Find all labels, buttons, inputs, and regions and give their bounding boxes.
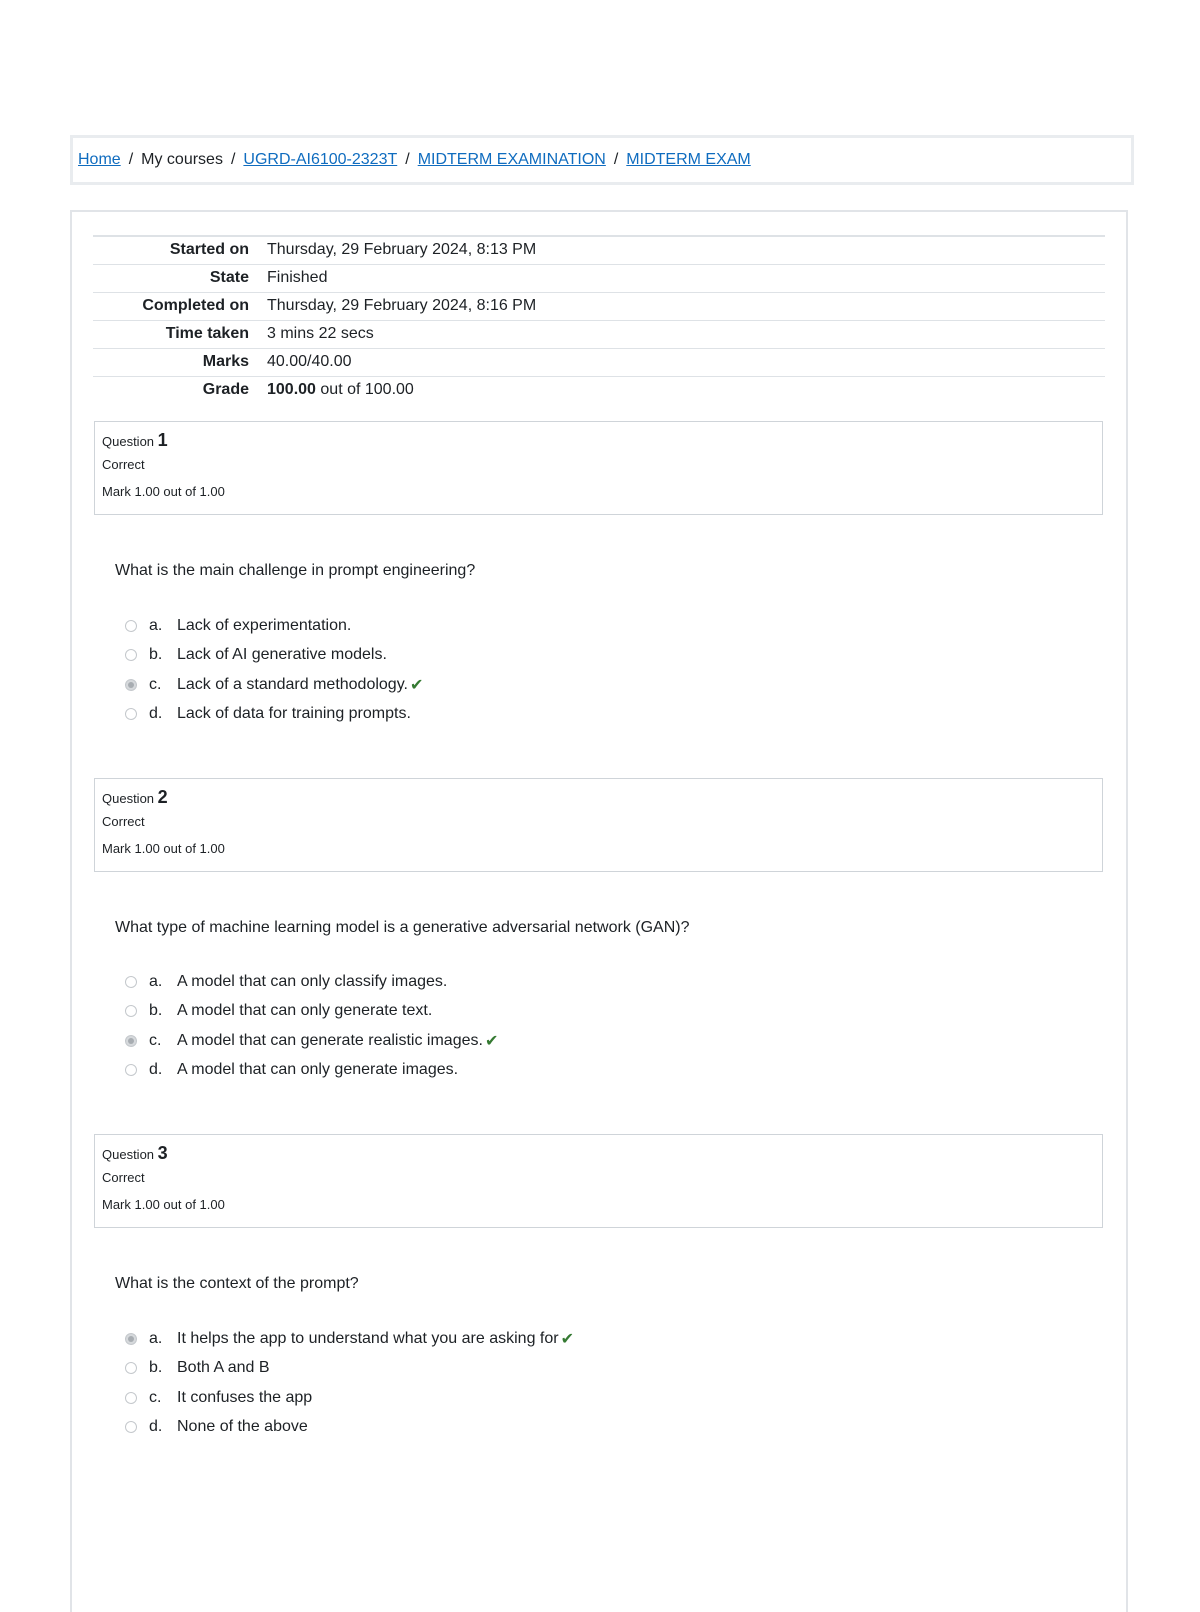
question-number-value: 1 bbox=[157, 430, 168, 450]
answer-option bbox=[125, 997, 498, 1027]
answer-option bbox=[125, 611, 423, 641]
radio-button[interactable] bbox=[125, 1362, 137, 1374]
question-info-3 bbox=[94, 1134, 1103, 1228]
question-prefix: Question bbox=[102, 1147, 155, 1162]
breadcrumb-course-link[interactable]: UGRD-AI6100-2323T bbox=[243, 151, 398, 168]
breadcrumb-my-courses: My courses bbox=[141, 151, 223, 168]
started-on-label: Started on bbox=[169, 241, 249, 259]
question-number-value: 2 bbox=[157, 787, 168, 807]
breadcrumb-quiz-link[interactable]: MIDTERM EXAM bbox=[626, 151, 751, 168]
breadcrumb-separator: / bbox=[230, 151, 236, 168]
answer-option-selected bbox=[125, 670, 423, 700]
answer-list-3 bbox=[125, 1324, 574, 1442]
answer-text: Lack of AI generative models. bbox=[177, 646, 387, 664]
state-label: State bbox=[209, 269, 249, 286]
grade-value bbox=[267, 376, 1105, 404]
breadcrumb-separator: / bbox=[613, 151, 619, 168]
answer-letter: b. bbox=[149, 1002, 163, 1020]
summary-row-marks bbox=[93, 348, 1105, 376]
answer-option bbox=[125, 1354, 574, 1384]
answer-option bbox=[125, 641, 423, 671]
radio-button-checked[interactable] bbox=[125, 679, 137, 691]
answer-text: Both A and B bbox=[177, 1359, 270, 1377]
radio-button[interactable] bbox=[125, 708, 137, 720]
answer-letter: d. bbox=[149, 705, 163, 723]
answer-text: A model that can only generate text. bbox=[177, 1002, 433, 1020]
answer-option-selected bbox=[125, 1324, 574, 1354]
grade-suffix: out of 100.00 bbox=[320, 381, 414, 399]
answer-letter: d. bbox=[149, 1418, 163, 1436]
check-icon: ✔ bbox=[560, 1330, 574, 1348]
answer-letter: b. bbox=[149, 1359, 163, 1377]
answer-letter: c. bbox=[149, 675, 162, 693]
answer-text: Lack of data for training prompts. bbox=[177, 705, 411, 723]
radio-button[interactable] bbox=[125, 1005, 137, 1017]
radio-button-checked[interactable] bbox=[125, 1035, 137, 1047]
question-info-1 bbox=[94, 421, 1103, 515]
question-number bbox=[102, 430, 1095, 451]
radio-button-checked[interactable] bbox=[125, 1333, 137, 1345]
answer-option bbox=[125, 1056, 498, 1086]
question-state: Correct bbox=[102, 814, 145, 829]
summary-row-time bbox=[93, 320, 1105, 348]
check-icon: ✔ bbox=[409, 676, 424, 694]
summary-row-grade bbox=[93, 376, 1105, 404]
summary-row-completed bbox=[93, 292, 1105, 320]
question-state: Correct bbox=[102, 457, 145, 472]
breadcrumb bbox=[70, 135, 1134, 185]
marks-value: 40.00/40.00 bbox=[267, 353, 352, 370]
answer-text: A model that can only generate images. bbox=[177, 1061, 459, 1079]
answer-letter: a. bbox=[149, 1329, 163, 1347]
summary-row-started bbox=[93, 236, 1105, 264]
answer-letter: a. bbox=[149, 972, 163, 990]
breadcrumb-separator: / bbox=[128, 151, 134, 168]
question-number-value: 3 bbox=[157, 1143, 168, 1163]
completed-on-value: Thursday, 29 February 2024, 8:16 PM bbox=[267, 297, 537, 314]
question-mark: Mark 1.00 out of 1.00 bbox=[102, 1197, 225, 1212]
completed-on-label: Completed on bbox=[142, 297, 249, 314]
check-icon: ✔ bbox=[484, 1032, 499, 1050]
answer-text: It confuses the app bbox=[177, 1388, 313, 1406]
question-number bbox=[102, 787, 1095, 808]
time-taken-value: 3 mins 22 secs bbox=[267, 325, 374, 342]
breadcrumb-separator: / bbox=[405, 151, 410, 168]
attempt-summary-table bbox=[93, 235, 1105, 404]
radio-button[interactable] bbox=[125, 649, 137, 661]
answer-text: A model that can generate realistic images. bbox=[177, 1031, 483, 1049]
question-text-2: What type of machine learning model is a generative adversarial network (GAN)? bbox=[115, 919, 690, 936]
answer-option bbox=[125, 1383, 574, 1413]
answer-letter: d. bbox=[149, 1061, 163, 1079]
question-mark: Mark 1.00 out of 1.00 bbox=[102, 841, 225, 856]
answer-letter: c. bbox=[149, 1388, 162, 1406]
answer-letter: a. bbox=[149, 616, 163, 634]
answer-letter: b. bbox=[149, 646, 163, 664]
radio-button[interactable] bbox=[125, 1392, 137, 1404]
state-value: Finished bbox=[267, 269, 328, 286]
radio-button[interactable] bbox=[125, 1421, 137, 1433]
answer-list-1 bbox=[125, 611, 423, 729]
grade-score: 100.00 bbox=[267, 381, 316, 399]
marks-label: Marks bbox=[202, 353, 249, 370]
answer-list-2 bbox=[125, 967, 498, 1085]
answer-text: Lack of a standard methodology. bbox=[177, 675, 408, 693]
breadcrumb-home-link[interactable]: Home bbox=[78, 151, 121, 168]
summary-row-state bbox=[93, 264, 1105, 292]
answer-text: It helps the app to understand what you are asking for bbox=[177, 1329, 559, 1347]
breadcrumb-section-link[interactable]: MIDTERM EXAMINATION bbox=[417, 151, 606, 168]
answer-option bbox=[125, 967, 498, 997]
answer-letter: c. bbox=[149, 1031, 162, 1049]
question-mark: Mark 1.00 out of 1.00 bbox=[102, 484, 225, 499]
answer-text: A model that can only classify images. bbox=[177, 972, 448, 990]
question-text-1: What is the main challenge in prompt engineering? bbox=[115, 562, 476, 579]
grade-label: Grade bbox=[202, 381, 249, 399]
radio-button[interactable] bbox=[125, 620, 137, 632]
started-on-value: Thursday, 29 February 2024, 8:13 PM bbox=[267, 241, 537, 259]
radio-button[interactable] bbox=[125, 1064, 137, 1076]
question-text-3: What is the context of the prompt? bbox=[115, 1275, 359, 1292]
answer-text: None of the above bbox=[177, 1418, 308, 1436]
answer-option-selected bbox=[125, 1026, 498, 1056]
question-prefix: Question bbox=[102, 791, 155, 806]
question-number bbox=[102, 1143, 1095, 1164]
question-info-2 bbox=[94, 778, 1103, 872]
question-state: Correct bbox=[102, 1170, 145, 1185]
question-prefix: Question bbox=[102, 434, 155, 449]
radio-button[interactable] bbox=[125, 976, 137, 988]
time-taken-label: Time taken bbox=[165, 325, 249, 342]
answer-option bbox=[125, 700, 423, 730]
answer-text: Lack of experimentation. bbox=[177, 616, 352, 634]
answer-option bbox=[125, 1413, 574, 1443]
